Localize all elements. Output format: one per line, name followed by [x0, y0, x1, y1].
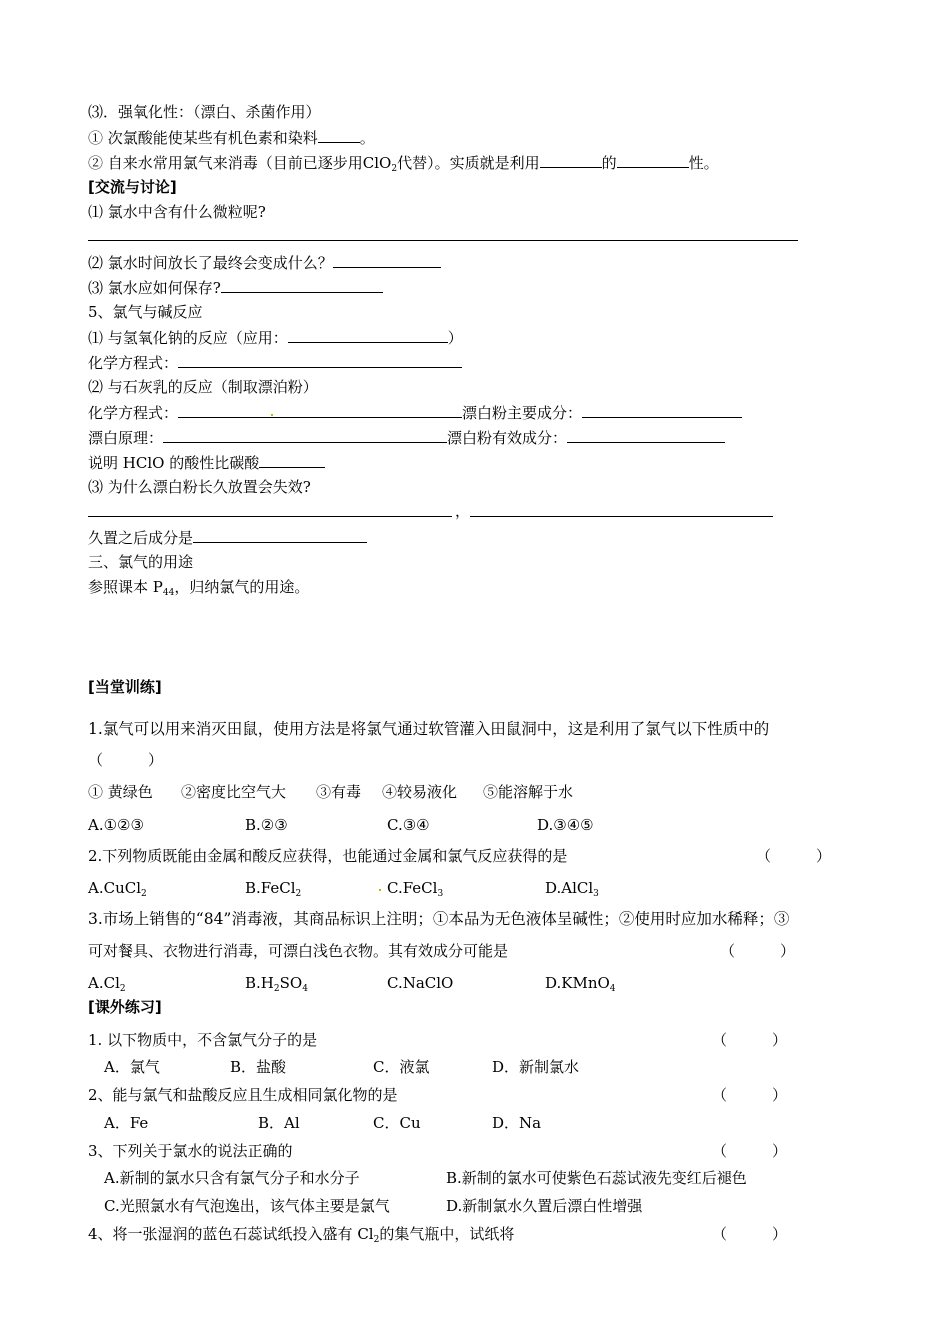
section3-item1: ① 次氯酸能使某些有机色素和染料 。: [88, 129, 375, 147]
option-a[interactable]: $A.Cl_2$: [88, 974, 126, 994]
stray-dot: [271, 414, 273, 416]
option-a[interactable]: A.CuCl$_2$: [88, 879, 147, 899]
training-q3-line1: 3.市场上销售的“84”消毒液，其商品标识上注明；①本品为无色液体呈碱性；②使用时应加水稀释；③: [88, 910, 790, 928]
comma: ，: [455, 502, 471, 520]
extra-q3: 3、下列关于氯水的说法正确的: [88, 1142, 293, 1160]
option-c[interactable]: C.光照氯水有气泡逸出，该气体主要是氯气: [104, 1197, 390, 1215]
option-b[interactable]: B．盐酸: [230, 1058, 287, 1076]
extra-heading: [课外练习]: [88, 998, 162, 1016]
option-c[interactable]: C．Cu: [373, 1114, 421, 1132]
uses-text: 参照课本 $P_{44}$，归纳氯气的用途。: [88, 578, 310, 598]
property-item: ②密度比空气大: [181, 783, 287, 801]
answer-blank[interactable]: [333, 252, 441, 268]
option-b[interactable]: B.②③: [245, 816, 288, 834]
answer-blank[interactable]: [567, 427, 725, 443]
option-d[interactable]: D.KMnO$_4$: [545, 974, 616, 994]
option-a[interactable]: A．Fe: [104, 1114, 149, 1132]
option-c[interactable]: C.③④: [387, 816, 430, 834]
property-item: ④较易液化: [382, 783, 458, 801]
answer-paren[interactable]: （ ）: [756, 847, 832, 865]
training-heading: [当堂训练]: [88, 678, 162, 696]
option-d[interactable]: D.AlCl$_3$: [545, 879, 599, 899]
answer-paren[interactable]: （ ）: [712, 1225, 788, 1243]
answer-blank[interactable]: [259, 452, 325, 468]
section5-heading: 5、氯气与碱反应: [88, 303, 203, 321]
answer-paren[interactable]: （ ）: [712, 1086, 788, 1104]
answer-blank[interactable]: [163, 427, 447, 443]
section5-r2: ⑵ 与石灰乳的反应（制取漂泊粉）: [88, 378, 318, 396]
answer-blank[interactable]: [178, 402, 462, 418]
option-c[interactable]: C．液氯: [373, 1058, 430, 1076]
extra-q2: 2、能与氯气和盐酸反应且生成相同氯化物的是: [88, 1086, 398, 1104]
extra-q4: 4、将一张湿润的蓝色石蕊试纸投入盛有 $Cl_2$的集气瓶中，试纸将: [88, 1225, 515, 1245]
answer-blank[interactable]: [178, 352, 462, 368]
discussion-q2: ⑵ 氯水时间放长了最终会变成什么？: [88, 252, 441, 273]
answer-paren[interactable]: （ ）: [712, 1142, 788, 1160]
section5-after: 久置之后成分是: [88, 527, 367, 548]
training-q3-line2: 可对餐具、衣物进行消毒，可漂白浅色衣物。其有效成分可能是: [88, 942, 509, 960]
option-a[interactable]: A.①②③: [88, 816, 144, 834]
option-c[interactable]: C.FeCl$_3$: [387, 879, 444, 899]
answer-blank[interactable]: [540, 152, 602, 168]
section5-r1: ⑴ 与氢氧化钠的反应（应用： ）: [88, 329, 463, 347]
discussion-q1: ⑴ 氯水中含有什么微粒呢?: [88, 203, 266, 221]
section3-item2: ② 自来水常用氯气来消毒（目前已逐步用ClO$_2$代替）。实质就是利用 的 性。: [88, 154, 719, 174]
answer-blank[interactable]: [193, 527, 367, 543]
training-q1: 1.氯气可以用来消灭田鼠，使用方法是将氯气通过软管灌入田鼠洞中，这是利用了氯气以下性质中的: [88, 720, 770, 738]
answer-paren[interactable]: （ ）: [720, 942, 796, 960]
option-b[interactable]: B.FeCl$_2$: [245, 879, 302, 899]
section5-eq2: 化学方程式： 漂白粉主要成分：: [88, 402, 742, 423]
answer-blank[interactable]: [288, 327, 448, 343]
property-item: ⑤能溶解于水: [483, 783, 574, 801]
option-d[interactable]: D．新制氯水: [492, 1058, 580, 1076]
answer-line[interactable]: [88, 516, 452, 517]
option-c[interactable]: C.NaClO: [387, 974, 454, 992]
option-d[interactable]: D.新制氯水久置后漂白性增强: [446, 1197, 643, 1215]
answer-blank[interactable]: [617, 152, 689, 168]
property-item: ③有毒: [316, 783, 362, 801]
answer-blank[interactable]: [221, 277, 383, 293]
option-a[interactable]: A.新制的氯水只含有氯气分子和水分子: [104, 1169, 360, 1187]
section5-eq1: 化学方程式：: [88, 352, 462, 373]
uses-heading: 三、氯气的用途: [88, 553, 194, 571]
extra-q1: 1. 以下物质中，不含氯气分子的是: [88, 1031, 318, 1049]
section3-heading: ⑶．强氧化性：（漂白、杀菌作用）: [88, 103, 321, 121]
answer-blank[interactable]: [318, 127, 360, 143]
option-b[interactable]: $B.H_2SO_4$: [245, 974, 308, 994]
option-d[interactable]: D．Na: [492, 1114, 542, 1132]
answer-paren[interactable]: （ ）: [88, 751, 164, 769]
answer-paren[interactable]: （ ）: [712, 1031, 788, 1049]
section5-acidity: 说明 HClO 的酸性比碳酸: [88, 452, 325, 473]
discussion-heading: [交流与讨论]: [88, 178, 177, 196]
training-q2: 2.下列物质既能由金属和酸反应获得，也能通过金属和氯气反应获得的是: [88, 847, 568, 865]
section5-principle: 漂白原理： 漂白粉有效成分：: [88, 427, 725, 448]
answer-blank[interactable]: [582, 402, 742, 418]
stray-dot: [379, 889, 381, 891]
section5-r3: ⑶ 为什么漂白粉长久放置会失效?: [88, 478, 311, 496]
option-b[interactable]: B.新制的氯水可使紫色石蕊试液先变红后褪色: [446, 1169, 747, 1187]
option-b[interactable]: B．Al: [258, 1114, 300, 1132]
answer-line[interactable]: [88, 240, 798, 241]
option-a[interactable]: A．氯气: [104, 1058, 160, 1076]
option-d[interactable]: D.③④⑤: [537, 816, 594, 834]
discussion-q3: ⑶ 氯水应如何保存?: [88, 277, 383, 298]
answer-line[interactable]: [470, 516, 773, 517]
property-item: ① 黄绿色: [88, 783, 153, 801]
